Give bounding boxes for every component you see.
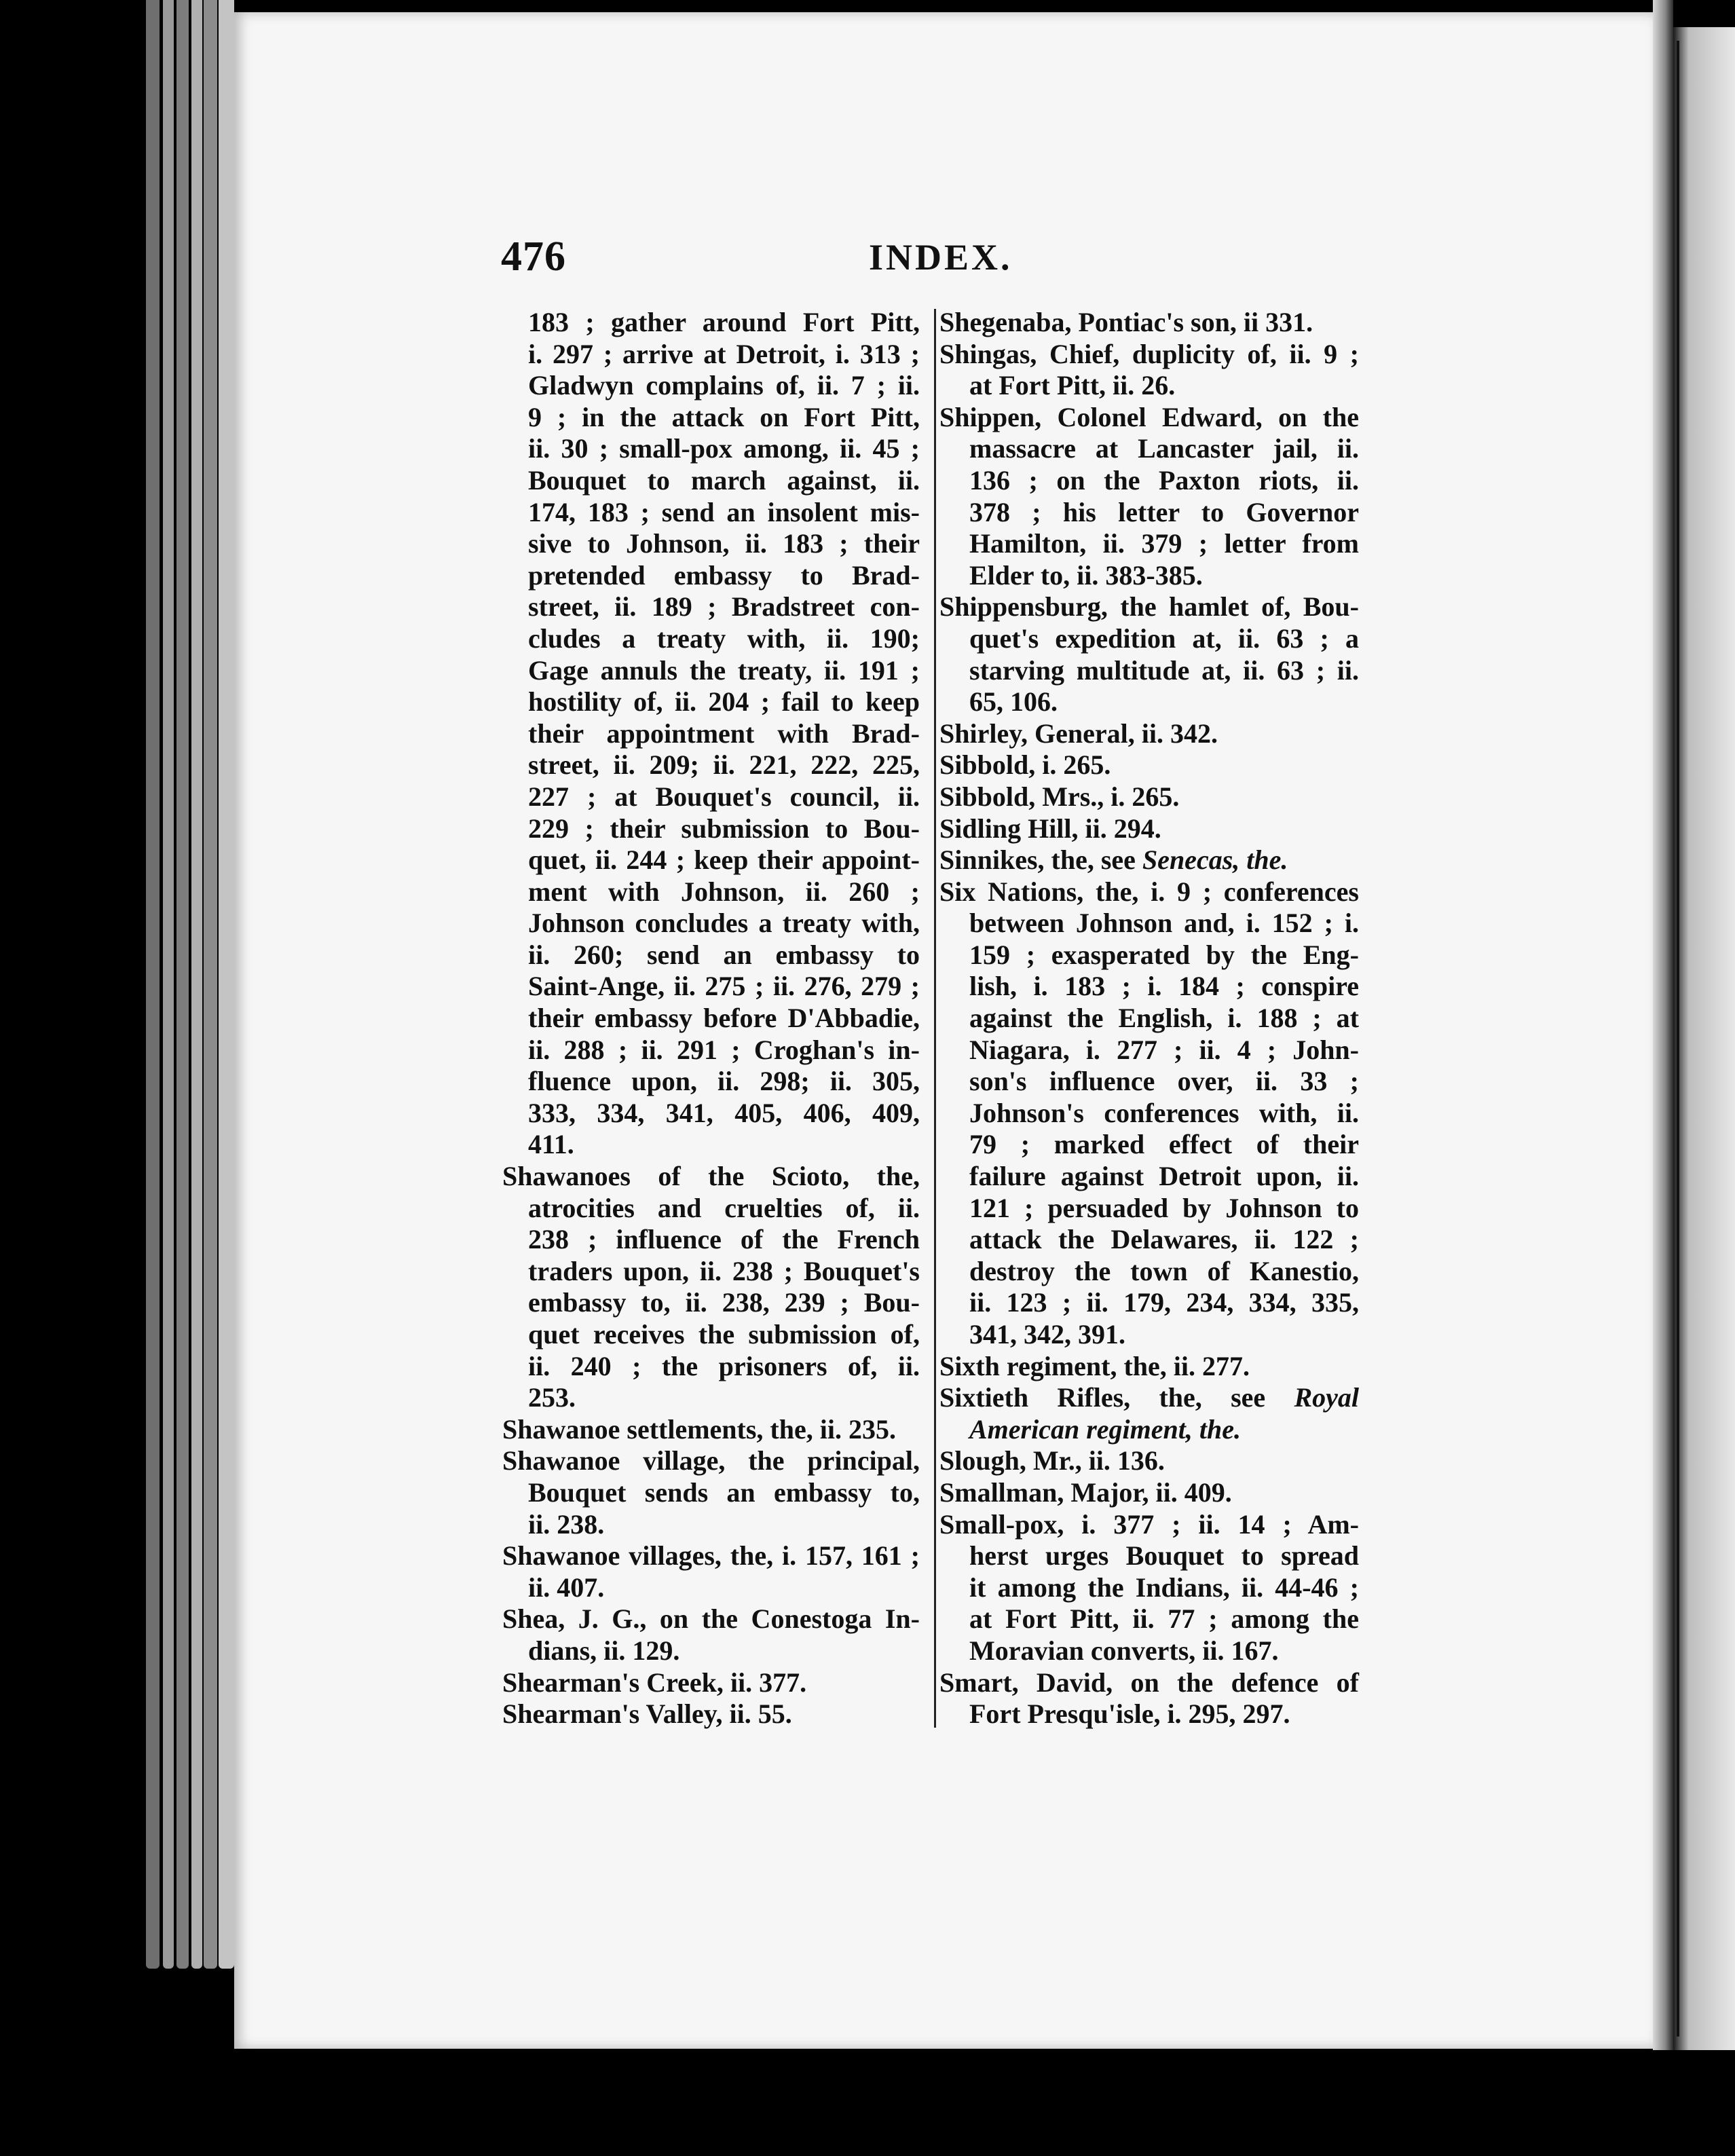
index-entry-line: traders upon, ii. 238 ; Bouquet's — [528, 1255, 920, 1286]
index-entry-headword-line: Sixth regiment, the, ii. 277. — [939, 1350, 1250, 1381]
index-entry-line: dians, ii. 129. — [528, 1635, 680, 1666]
index-entry-line: herst urges Bouquet to spread — [969, 1540, 1359, 1572]
index-entry-line: Hamilton, ii. 379 ; letter from — [969, 528, 1359, 559]
facing-page-edge — [1673, 27, 1735, 2050]
index-entry-line: lish, i. 183 ; i. 184 ; conspire — [969, 971, 1359, 1002]
index-entry-line: sive to Johnson, ii. 183 ; their — [528, 528, 920, 559]
index-entry-line: at Fort Pitt, ii. 77 ; among the — [969, 1603, 1359, 1635]
index-entry-line: massacre at Lancaster jail, ii. — [969, 433, 1359, 464]
running-title: INDEX. — [869, 237, 1013, 278]
index-entry-line: Moravian converts, ii. 167. — [969, 1635, 1279, 1666]
index-entry-headword-line: Shippensburg, the hamlet of, Bou- — [939, 591, 1359, 622]
index-entry-line: ii. 288 ; ii. 291 ; Croghan's in- — [528, 1034, 920, 1065]
index-entry-line: American regiment, the. — [969, 1413, 1241, 1445]
index-entry-line: 378 ; his letter to Governor — [969, 496, 1359, 527]
index-entry-headword-line: Shea, J. G., on the Conestoga In- — [502, 1603, 920, 1635]
index-entry-headword-line: Shingas, Chief, duplicity of, ii. 9 ; — [939, 338, 1359, 369]
page-edge — [146, 0, 160, 1969]
index-entry-line: ii. 123 ; ii. 179, 234, 334, 335, — [969, 1287, 1359, 1318]
page-edge — [191, 0, 202, 1969]
index-entry-line: street, ii. 189 ; Bradstreet con- — [528, 591, 920, 622]
index-entry-headword-line: Smallman, Major, ii. 409. — [939, 1476, 1232, 1508]
index-entry-line: destroy the town of Kanestio, — [969, 1255, 1359, 1286]
index-entry-line: quet's expedition at, ii. 63 ; a — [969, 622, 1359, 654]
index-entry-line: 253. — [528, 1382, 576, 1413]
index-entry-line: ii. 30 ; small-pox among, ii. 45 ; — [528, 433, 920, 464]
cross-reference-italic: Royal — [1294, 1382, 1359, 1413]
index-column-right — [939, 307, 1359, 1730]
index-entry-line: cludes a treaty with, ii. 190; — [528, 622, 920, 654]
index-entry-line: 159 ; exasperated by the Eng- — [969, 939, 1359, 970]
index-entry-line: Gage annuls the treaty, ii. 191 ; — [528, 654, 920, 686]
index-entry-line: at Fort Pitt, ii. 26. — [969, 370, 1176, 401]
index-entry-line: Bouquet sends an embassy to, — [528, 1476, 920, 1508]
index-entry-line: between Johnson and, i. 152 ; i. — [969, 908, 1359, 939]
index-entry-line: Johnson concludes a treaty with, — [528, 908, 920, 939]
index-entry-line: Saint-Ange, ii. 275 ; ii. 276, 279 ; — [528, 971, 920, 1002]
index-entry-line: i. 297 ; arrive at Detroit, i. 313 ; — [528, 338, 920, 369]
index-entry-line: 65, 106. — [969, 686, 1058, 718]
index-entry-headword-line: Sinnikes, the, see Senecas, the. — [939, 844, 1288, 876]
index-entry-line: 174, 183 ; send an insolent mis- — [528, 496, 920, 527]
index-entry-line: ii. 240 ; the prisoners of, ii. — [528, 1350, 920, 1381]
facing-page-rule — [1677, 41, 1679, 2037]
index-entry-line: embassy to, ii. 238, 239 ; Bou- — [528, 1287, 920, 1318]
index-entry-line: ii. 238. — [528, 1508, 605, 1540]
index-entry-line: fluence upon, ii. 298; ii. 305, — [528, 1066, 920, 1097]
index-entry-headword-line: Shearman's Valley, ii. 55. — [502, 1698, 792, 1730]
index-entry-headword-line: Shirley, General, ii. 342. — [939, 718, 1218, 749]
index-entry-line: Johnson's conferences with, ii. — [969, 1097, 1359, 1128]
index-entry-line: street, ii. 209; ii. 221, 222, 225, — [528, 749, 920, 781]
index-entry-line: 79 ; marked effect of their — [969, 1129, 1359, 1160]
cross-reference-italic: Senecas, the. — [1142, 844, 1288, 876]
index-entry-line: ii. 260; send an embassy to — [528, 939, 920, 970]
index-entry-headword-line: Small-pox, i. 377 ; ii. 14 ; Am- — [939, 1508, 1359, 1540]
index-entry-line: ii. 407. — [528, 1572, 605, 1603]
index-entry-headword-line: Sixtieth Rifles, the, see Royal — [939, 1382, 1359, 1413]
index-entry-line: it among the Indians, ii. 44-46 ; — [969, 1572, 1359, 1603]
index-entry-line: their embassy before D'Abbadie, — [528, 1003, 920, 1034]
index-entry-line: failure against Detroit upon, ii. — [969, 1161, 1359, 1192]
index-entry-line: Fort Presqu'isle, i. 295, 297. — [969, 1698, 1290, 1730]
page-edge — [163, 0, 174, 1969]
index-entry-line: Bouquet to march against, ii. — [528, 464, 920, 496]
index-entry-line: 333, 334, 341, 405, 406, 409, — [528, 1097, 920, 1128]
index-entry-line: their appointment with Brad- — [528, 718, 920, 749]
index-entry-line: Gladwyn complains of, ii. 7 ; ii. — [528, 370, 920, 401]
index-entry-line: quet, ii. 244 ; keep their appoint- — [528, 844, 920, 876]
index-entry-line: son's influence over, ii. 33 ; — [969, 1066, 1359, 1097]
index-entry-line: starving multitude at, ii. 63 ; ii. — [969, 654, 1359, 686]
index-entry-line: 136 ; on the Paxton riots, ii. — [969, 464, 1359, 496]
index-entry-line: 9 ; in the attack on Fort Pitt, — [528, 401, 920, 432]
index-entry-line: ment with Johnson, ii. 260 ; — [528, 876, 920, 907]
index-entry-line: against the English, i. 188 ; at — [969, 1003, 1359, 1034]
index-entry-headword-line: Slough, Mr., ii. 136. — [939, 1445, 1165, 1476]
index-entry-headword-line: Shearman's Creek, ii. 377. — [502, 1667, 807, 1698]
index-entry-line: atrocities and cruelties of, ii. — [528, 1192, 920, 1223]
index-entry-line: 227 ; at Bouquet's council, ii. — [528, 781, 920, 812]
index-entry-line: Elder to, ii. 383-385. — [969, 559, 1203, 591]
index-entry-headword-line: Shawanoe village, the principal, — [502, 1445, 920, 1476]
index-entry-headword-line: Sidling Hill, ii. 294. — [939, 813, 1161, 844]
index-entry-line: pretended embassy to Brad- — [528, 559, 920, 591]
index-entry-line: 121 ; persuaded by Johnson to — [969, 1192, 1359, 1223]
column-divider — [934, 309, 936, 1728]
index-entry-line: 411. — [528, 1129, 574, 1160]
index-entry-line: Niagara, i. 277 ; ii. 4 ; John- — [969, 1034, 1359, 1065]
page-edge — [219, 0, 234, 1969]
index-column-left — [502, 307, 920, 1730]
index-entry-headword-line: Six Nations, the, i. 9 ; conferences — [939, 876, 1359, 907]
index-entry-headword-line: Sibbold, i. 265. — [939, 749, 1111, 781]
book-gutter — [1653, 0, 1673, 2050]
index-entry-headword-line: Shawanoe settlements, the, ii. 235. — [502, 1413, 896, 1445]
page-edge — [204, 0, 217, 1969]
index-entry-headword-line: Shippen, Colonel Edward, on the — [939, 401, 1359, 432]
index-entry-headword-line: Shegenaba, Pontiac's son, ii 331. — [939, 307, 1313, 337]
page-number: 476 — [501, 234, 566, 280]
index-entry-line: quet receives the submission of, — [528, 1319, 920, 1350]
index-entry-line: hostility of, ii. 204 ; fail to keep — [528, 686, 920, 718]
index-entry-headword-line: Shawanoe villages, the, i. 157, 161 ; — [502, 1540, 920, 1572]
index-entry-headword-line: Shawanoes of the Scioto, the, — [502, 1161, 920, 1192]
index-entry-line: 341, 342, 391. — [969, 1319, 1125, 1350]
index-entry-line: attack the Delawares, ii. 122 ; — [969, 1224, 1359, 1255]
page-edge — [176, 0, 189, 1969]
index-entry-line: 229 ; their submission to Bou- — [528, 813, 920, 844]
index-entry-headword-line: Sibbold, Mrs., i. 265. — [939, 781, 1180, 812]
index-entry-line: 238 ; influence of the French — [528, 1224, 920, 1255]
index-entry-headword-line: Smart, David, on the defence of — [939, 1667, 1359, 1698]
index-entry-line: 183 ; gather around Fort Pitt, — [528, 307, 920, 337]
